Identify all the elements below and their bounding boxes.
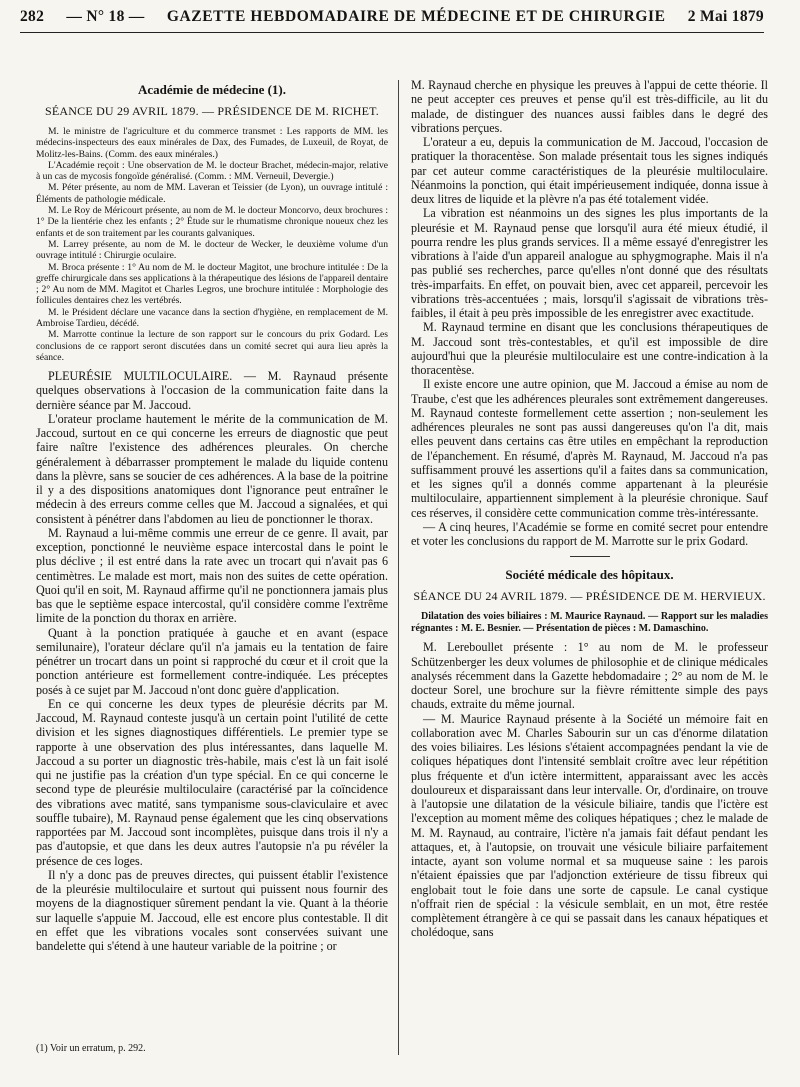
minutes-paragraph: M. Larrey présente, au nom de M. le docteur de Wecker, le deuxième volume d'un ouvrage intitulé : Chirurgie oculaire. (36, 238, 388, 262)
left-column (36, 82, 388, 953)
column-divider (398, 80, 399, 1055)
body-paragraph: PLEURÉSIE MULTILOCULAIRE. — M. Raynaud présente quelques observations à l'occasion de la communication faite dans la dernière séance par M. Jaccoud. (36, 369, 388, 412)
body-paragraph: L'orateur a eu, depuis la communication de M. Jaccoud, l'occasion de pratiquer la thoracentèse. Son malade présentait tous les signes indiqués par cet auteur comme caractéristiques de la pleurésie multiloculaire. Néanmoins la ponction, qui était impérieusement indiquée, donna issue à deux litres de liquide et la plèvre n'a pas été totalement vidée. (411, 135, 768, 206)
issue-number: — N° 18 — (66, 8, 145, 25)
seance-line: SÉANCE DU 29 AVRIL 1879. — PRÉSIDENCE DE M. RICHET. (45, 104, 379, 118)
page-number: 282 (20, 8, 45, 25)
header-rule (20, 32, 764, 33)
body-paragraph: — M. Maurice Raynaud présente à la Société un mémoire fait en collaboration avec M. Charles Sabourin sur un cas d'énorme dilatation des voies biliaires. Les lésions s'étaient accompagnées pendant la vie de coliques hépatiques dont l'intensité semblait croître avec leur répétition plus fréquente et d'un ictère intermittent, apparaissant avec les accès douloureux et disparaissant dans leur intervalle. Or, d'ordinaire, on trouve à l'autopsie une dilatation de la vésicule biliaire, tandis que l'ictère est l'exception au moment même des coliques hépatiques ; chez le malade de M. M. Raynaud, au contraire, l'ictère n'a jamais fait défaut pendant les attaques, et, à l'autopsie, on trouvait une vésicule biliaire parfaitement intacte, ayant son volume normal et sa muqueuse saine : les parois n'étaient épaissies que par l'adjonction extérieure de tissu fibreux qui englobait tout le foie dans une sorte de capsule. Le canal cystique n'offrait rien de spécial : la vésicule semblait, en un mot, être restée complètement étrangère à ce qui se passait dans les canaux hépatiques et cholédoque, sans (411, 711, 768, 940)
right-column (411, 78, 768, 940)
body-paragraph: Quant à la ponction pratiquée à gauche et en avant (espace semilunaire), l'orateur déclare qu'il n'a jamais eu la tentation de faire pénétrer un trocart dans un point si rapproché du cœur et il croit que la ponction antérieure est formellement contre-indiquée. Les préceptes posés à ce sujet par M. Jaccoud n'ont donc guère d'application. (36, 625, 388, 697)
journal-title: GAZETTE HEBDOMADAIRE DE MÉDECINE ET DE CHIRURGIE (166, 8, 666, 25)
body-paragraph: En ce qui concerne les deux types de pleurésie décrits par M. Jaccoud, M. Raynaud conteste jusqu'à un certain point l'utilité de cette division et les signes diagnostiques différentiels. Le premier type se rapporte à une observation des plus intéressantes, dans laquelle M. Jaccoud a su porter un diagnostic très-habile, mais c'est là un fait isolé qui ne justifie pas la création d'un type spécial. En ce qui concerne le second type de pleurésie multiloculaire (caractérisé par la coïncidence des vibrations avec matité, sans tympanisme sous-claviculaire et avec souffle tubaire), M. Raynaud pense également que les cinq observations rapportées par M. Jaccoud sont incomplètes, puisque dans trois il n'y a pas d'autopsie, et que dans les deux autres l'autopsie n'a pu révéler la présence de ces loges. (36, 696, 388, 868)
body-paragraph: M. Raynaud cherche en physique les preuves à l'appui de cette théorie. Il ne peut accepter ces preuves et pense qu'il est très-difficile, au lit du malade, de distinguer des nuances aussi faibles dans le degré des vibrations perçues. (411, 78, 768, 135)
body-paragraph: — A cinq heures, l'Académie se forme en comité secret pour entendre et voter les conclusions du rapport de M. Marrotte sur le prix Godard. (411, 519, 768, 548)
footnote: (1) Voir un erratum, p. 292. (36, 1043, 146, 1054)
seance-line: SÉANCE DU 24 AVRIL 1879. — PRÉSIDENCE DE M. HERVIEUX. (413, 589, 766, 604)
body-paragraph: M. Lereboullet présente : 1° au nom de M. le professeur Schützenberger les deux volumes de philosophie et de clinique médicales analysés récemment dans la Gazette hebdomadaire ; 2° au nom de M. le docteur Sorel, une brochure sur la fièvre rémittente simple des pays chauds, extraite du même journal. (411, 640, 768, 712)
minutes-paragraph: M. le Président déclare une vacance dans la section d'hygiène, en remplacement de M. Ambroise Tardieu, décédé. (36, 306, 388, 330)
minutes-paragraph: M. Péter présente, au nom de MM. Laveran et Teissier (de Lyon), un ouvrage intitulé : Éléments de pathologie médicale. (36, 182, 388, 205)
section-societe (411, 567, 768, 939)
minutes-paragraph: L'Académie reçoit : Une observation de M. le docteur Brachet, médecin-major, relative à un cas de mycosis fongoïde généralisé. (Comm. : MM. Verneuil, Devergie.) (36, 159, 388, 183)
section-separator (570, 556, 610, 557)
minutes-paragraph: M. Marrotte continue la lecture de son rapport sur le concours du prix Godard. Les conclusions de ce rapport seront discutées dans un comité secret qui aura lieu après la séance. (36, 329, 388, 363)
section-title-academie: Académie de médecine (1). (137, 82, 286, 97)
body-paragraph: L'orateur proclame hautement le mérite de la communication de M. Jaccoud, surtout en ce qui concerne les erreurs de diagnostic que peut faire naître l'existence des adhérences pleurales. On cherche généralement à débarrasser promptement le malade du liquide contenu dans la plèvre, sans se soucier de ces adhérences. A la base de la poitrine il y a des dispositions anatomiques dont l'ignorance peut entraîner le médecin à des erreurs comme celles que M. Jaccoud a signalées, et qui consistent à pénétrer dans l'abdomen au lieu de ponctionner le thorax. (36, 411, 388, 526)
page-header (20, 8, 764, 30)
body-paragraph: La vibration est néanmoins un des signes les plus importants de la pleurésie et M. Raynaud pense que lorsqu'il aura été mieux étudié, il pourra rendre les plus grands services. Il a même essayé d'enregistrer les vibrations à l'aide d'un appareil analogue au sphygmographe. Mais il n'a pas publié ses recherches, parce qu'elles n'ont donné que des résultats très-imparfaits. En effet, on pouvait bien, avec cet appareil, percevoir les vibrations très-accentuées ; mais, lorsqu'il s'agissait de vibrations très-faibles, il était à peu près impossible de les enregistrer avec exactitude. (411, 206, 768, 320)
section-title-societe: Société médicale des hôpitaux. (505, 567, 674, 583)
body-paragraph: Il existe encore une autre opinion, que M. Jaccoud a émise au nom de Traube, c'est que les adhérences pleurales sont extrêmement dangereuses. M. Raynaud conteste formellement cette assertion ; non-seulement les adhérences pleurales ne sont pas aussi dangereuses qu'on l'a dit, mais elles peuvent dans certains cas être utiles en empêchant la reproduction de l'épanchement. En résumé, d'après M. Raynaud, M. Jaccoud n'a pas suffisamment prouvé les assertions qu'il a faites dans sa communication, et les signes qu'il a donnés comme appartenant à la pleurésie multiloculaire, appartiennent simplement à la pleurésie chronique. Sauf ces réserves, il considère cette communication comme très-intéressante. (411, 377, 768, 520)
minutes-paragraph: M. Le Roy de Méricourt présente, au nom de M. le docteur Moncorvo, deux brochures : 1° De la lientérie chez les enfants ; 2° Étude sur le rhumatisme chronique noueux chez les enfants et de son traitement par les courants galvaniques. (36, 205, 388, 239)
minutes-paragraph: M. Broca présente : 1° Au nom de M. le docteur Magitot, une brochure intitulée : De la greffe chirurgicale dans ses applications à la thérapeutique des lésions de l'appareil dentaire ; 2° Au nom de MM. Magitot et Charles Legros, une brochure intitulée : Morphologie des follicules dentaires chez les vertébrés. (36, 261, 388, 307)
body-paragraph: Il n'y a donc pas de preuves directes, qui puissent établir l'existence de la pleurésie multiloculaire et surtout qui puissent nous fournir des moyens de la diagnostiquer sûrement pendant la vie. Quant à la théorie sur laquelle s'appuie M. Jaccoud, elle est encore plus contestable. Il dit en effet que les vibrations vocales sont conservées suivant une bandelette qui s'étend à une hauteur variable de la poitrine ; or (36, 867, 388, 954)
body-paragraph: M. Raynaud termine en disant que les conclusions thérapeutiques de M. Jaccoud sont très-contestables, et qu'il est impossible de dire aujourd'hui que la pleurésie multiloculaire est une contre-indication à la thoracentèse. (411, 320, 768, 377)
issue-date: 2 Mai 1879 (687, 8, 764, 25)
agenda-summary: Dilatation des voies biliaires : M. Maurice Raynaud. — Rapport sur les maladies régnantes : M. E. Besnier. — Présentation de pièces : M. Damaschino. (411, 611, 768, 634)
body-paragraph: M. Raynaud a lui-même commis une erreur de ce genre. Il avait, par exception, ponctionné le neuvième espace intercostal dans le point le plus déclive ; il est entré dans la rate avec un trocart qui n'avait pas 6 centimètres. Le malade est mort, mais non des suites de cette opération. Quoi qu'il en soit, M. Raynaud affirme qu'il ne ponctionnera jamais plus bas que le septième espace intercostal, qu'il considère comme l'extrême limite de la ponction du thorax en arrière. (36, 525, 388, 626)
minutes-paragraph: M. le ministre de l'agriculture et du commerce transmet : Les rapports de MM. les médecins-inspecteurs des eaux minérales de Dax, des Fumades, de Luxeuil, de Royat, de Molitz-les-Bains. (Comm. des eaux minérales.) (36, 126, 388, 160)
